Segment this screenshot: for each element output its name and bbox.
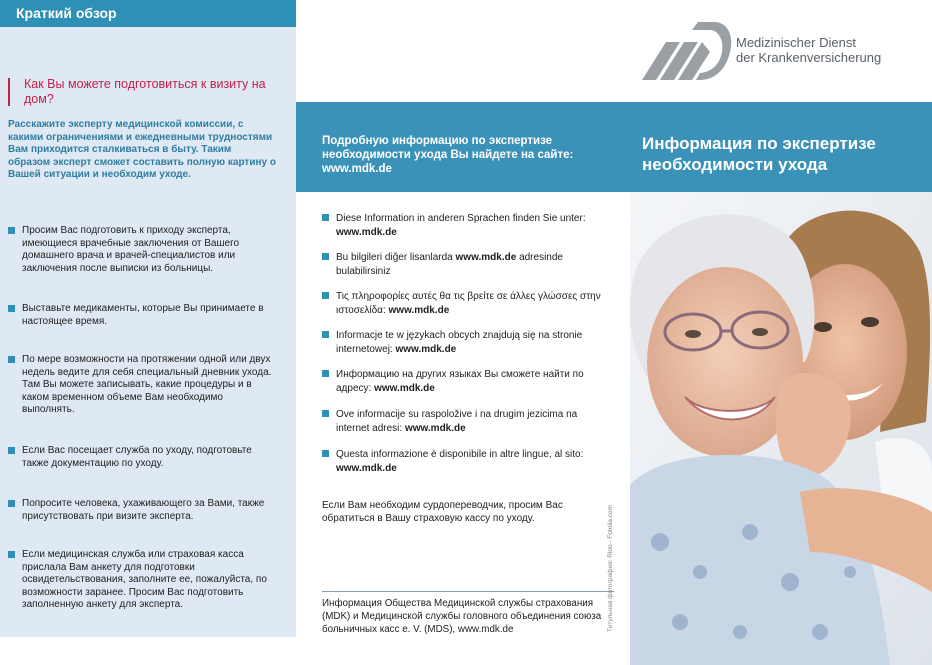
language-link[interactable]: www.mdk.de (455, 252, 517, 263)
question-accent-bar (8, 78, 10, 106)
cover-photo-image (630, 192, 932, 665)
photo-credit: Титульная фотография: Rido - Fotolia.com (607, 505, 614, 632)
list-item-text: Выставьте медикаменты, которые Вы принимаете в настоящее время. (22, 303, 264, 327)
bullet-square-icon (322, 292, 329, 299)
language-suffix: adresinde bulabilirsiniz (336, 252, 563, 277)
bullet-square-icon (322, 370, 329, 377)
cover-photo (630, 192, 932, 665)
section-header-title: Краткий обзор (16, 5, 117, 21)
bullet-square-icon (8, 227, 15, 234)
list-item-text: Если Вас посещает служба по уходу, подготовьте также документацию по уходу. (22, 445, 252, 469)
logo-wordmark (736, 35, 881, 65)
language-link[interactable]: www.mdk.de (395, 343, 457, 355)
section-header (0, 0, 296, 27)
bullet-square-icon (322, 331, 329, 338)
brochure-title: Информация по экспертизе необходимости ухода (642, 134, 876, 174)
publisher-footer: Информация Общества Медицинской службы страхования (MDK) и Медицинской службы головного объединения союза больничных касс e. V. (MDS), www.mdk.de (322, 598, 602, 635)
bullet-square-icon (322, 450, 329, 457)
list-item-text: Просим Вас подготовить к приходу эксперта, имеющиеся врачебные заключения от Вашего домашнего врача и врачей-специалистов или заключения после выписки из больницы. (22, 225, 240, 274)
mdk-logo-icon (640, 20, 732, 82)
language-text: Informacje te w językach obcych znajdują się na stronie internetowej: (336, 330, 583, 355)
bullet-square-icon (8, 447, 15, 454)
list-item-text: По мере возможности на протяжении одной или двух недель ведите для себя специальный дневник ухода. Там Вы можете записывать, какие процедуры и в каком временном объеме Вам необходимо выполнять. (22, 354, 272, 416)
question-heading: Как Вы можете подготовиться к визиту на дом? (24, 77, 266, 106)
bullet-square-icon (322, 410, 329, 417)
bullet-square-icon (322, 253, 329, 260)
logo-line-1: Medizinischer Dienst (736, 35, 856, 50)
language-link[interactable]: www.mdk.de (336, 226, 397, 238)
language-text: Diese Information in anderen Sprachen finden Sie unter: (336, 213, 586, 224)
language-text: Bu bilgileri diğer lisanlarda (336, 252, 453, 263)
language-link[interactable]: www.mdk.de (374, 382, 435, 394)
footer-divider (322, 591, 614, 592)
sign-language-note: Если Вам необходим сурдопереводчик, просим Вас обратиться в Вашу страховую кассу по уходу. (322, 500, 563, 524)
logo-line-2: der Krankenversicherung (736, 50, 882, 65)
language-text: Τις πληροφορίες αυτές θα τις βρείτε σε άλλες γλώσσες στην ιστοσελίδα: (336, 291, 601, 316)
language-link[interactable]: www.mdk.de (404, 422, 466, 434)
language-link[interactable]: www.mdk.de (388, 304, 450, 316)
list-item-text: Если медицинская служба или страховая касса прислала Вам анкету для подготовки освидетельствования, заполните ее, пожалуйста, по возможности заранее. Просим Вас подготовить заполненную анкету для эксперта. (22, 549, 267, 611)
language-link[interactable]: www.mdk.de (336, 462, 397, 474)
language-text: Questa informazione è disponibile in altre lingue, al sito: (336, 449, 584, 460)
info-banner-text: Подробную информацию по экспертизе необходимости ухода Вы найдете на сайте: www.mdk.de (322, 135, 574, 175)
list-item-text: Попросите человека, ухаживающего за Вами, также присутствовать при визите эксперта. (22, 498, 265, 522)
left-panel (0, 0, 296, 637)
bullet-square-icon (8, 500, 15, 507)
bullet-square-icon (8, 551, 15, 558)
bullet-square-icon (8, 305, 15, 312)
language-text: Информацию на других языках Вы сможете найти по адресу: (336, 369, 584, 394)
bullet-square-icon (8, 356, 15, 363)
intro-paragraph: Расскажите эксперту медицинской комиссии, с какими ограничениями и ежедневными трудностями Вам приходится сталкиваться в быту. Таким образом эксперт сможет составить полную картину о Вашей ситуации и необходим уходе. (8, 119, 276, 181)
language-text: Ove informacije su raspoložive i na drugim jezicima na internet adresi: (336, 409, 578, 434)
bullet-square-icon (322, 214, 329, 221)
